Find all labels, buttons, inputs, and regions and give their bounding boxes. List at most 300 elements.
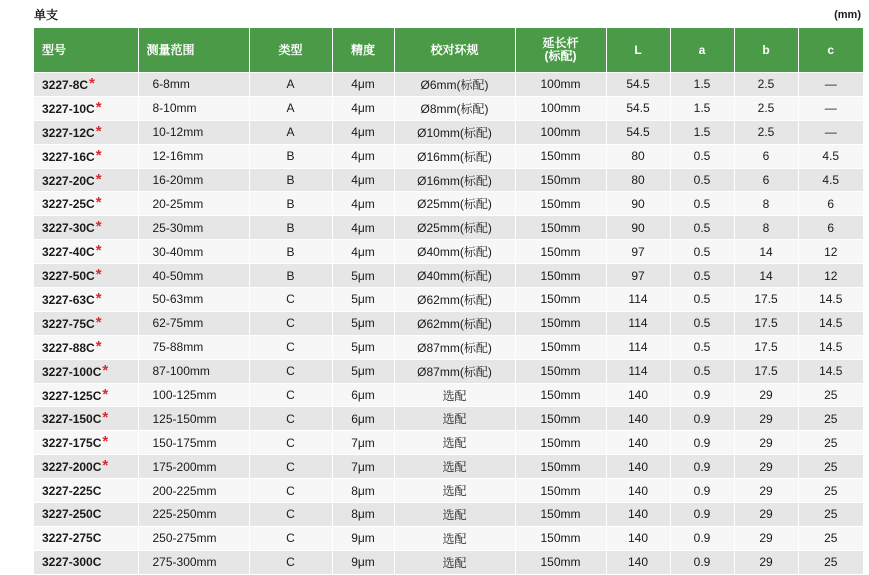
cell-L-text: 140 xyxy=(627,388,649,403)
cell-L xyxy=(606,550,670,573)
cell-b-text: 14 xyxy=(759,268,773,283)
table-row xyxy=(34,335,863,359)
cell-ring-gauge xyxy=(394,120,515,144)
cell-a xyxy=(670,479,734,503)
cell-extension-rod-text: 150mm xyxy=(540,220,581,235)
cell-range xyxy=(138,407,249,431)
cell-range-text: 125-150mm xyxy=(152,411,217,426)
cell-ring-gauge-text: Ø87mm(标配) xyxy=(417,364,492,379)
cell-c-text: 25 xyxy=(824,531,838,546)
cell-L xyxy=(606,431,670,455)
cell-model xyxy=(34,216,138,240)
cell-extension-rod-text: 150mm xyxy=(540,411,581,426)
cell-ring-gauge-text: 选配 xyxy=(442,436,467,451)
cell-type-text: B xyxy=(286,173,295,187)
cell-b xyxy=(734,526,798,550)
cell-precision-text: 4μm xyxy=(351,173,375,187)
cell-extension-rod-text: 150mm xyxy=(540,507,581,522)
cell-precision-text: 7μm xyxy=(351,459,375,474)
cell-type xyxy=(249,335,332,359)
cell-model xyxy=(34,240,138,264)
cell-extension-rod xyxy=(515,216,606,240)
cell-a-text: 0.5 xyxy=(693,196,711,211)
cell-range xyxy=(138,503,249,527)
cell-ring-gauge xyxy=(394,383,515,407)
cell-a xyxy=(670,455,734,479)
table-row xyxy=(34,359,863,383)
cell-c xyxy=(798,96,863,120)
cell-ring-gauge-text: 选配 xyxy=(442,484,467,499)
cell-precision-text: 5μm xyxy=(351,268,375,283)
cell-a-text: 0.5 xyxy=(693,220,711,235)
cell-type-text: C xyxy=(286,483,295,498)
cell-extension-rod xyxy=(515,335,606,359)
cell-model-text: 3227-10C xyxy=(42,101,95,116)
header-model: 型号 xyxy=(34,28,138,73)
cell-precision-text: 4μm xyxy=(351,125,375,140)
cell-ring-gauge xyxy=(394,311,515,335)
cell-range-text: 275-300mm xyxy=(152,555,217,570)
table-row xyxy=(34,503,863,527)
cell-b xyxy=(734,264,798,288)
cell-b xyxy=(734,73,798,97)
cell-model xyxy=(34,503,138,527)
cell-a-text: 1.5 xyxy=(693,101,711,116)
cell-c-text: 4.5 xyxy=(822,173,840,187)
cell-precision xyxy=(332,335,394,359)
table-row xyxy=(34,479,863,503)
cell-type-text: A xyxy=(286,125,295,140)
cell-L xyxy=(606,192,670,216)
recommended-star-icon: * xyxy=(95,146,102,164)
cell-ring-gauge xyxy=(394,407,515,431)
cell-model xyxy=(34,311,138,335)
cell-model-text: 3227-12C xyxy=(42,125,95,140)
cell-range xyxy=(138,359,249,383)
cell-a xyxy=(670,216,734,240)
cell-precision-text: 4μm xyxy=(351,149,375,164)
table-row xyxy=(34,264,863,288)
cell-a-text: 0.5 xyxy=(693,268,711,283)
cell-ring-gauge xyxy=(394,288,515,312)
cell-type xyxy=(249,192,332,216)
cell-b-text: 17.5 xyxy=(754,316,778,331)
recommended-star-icon: * xyxy=(95,218,102,236)
recommended-star-icon: * xyxy=(95,122,102,140)
header-precision: 精度 xyxy=(332,28,394,73)
cell-L xyxy=(606,503,670,527)
header-row xyxy=(34,28,863,73)
cell-c-text: 25 xyxy=(824,483,838,498)
cell-range-text: 25-30mm xyxy=(152,220,204,235)
cell-b xyxy=(734,503,798,527)
cell-extension-rod xyxy=(515,455,606,479)
cell-L-text: 54.5 xyxy=(626,125,650,140)
cell-ring-gauge-text: 选配 xyxy=(442,507,467,522)
cell-precision-text: 5μm xyxy=(351,316,375,331)
cell-c xyxy=(798,335,863,359)
cell-type xyxy=(249,96,332,120)
cell-range xyxy=(138,526,249,550)
recommended-star-icon: * xyxy=(95,242,102,260)
cell-type-text: C xyxy=(286,292,295,307)
cell-c-text: 6 xyxy=(827,220,835,235)
cell-extension-rod-text: 150mm xyxy=(540,435,581,450)
cell-extension-rod xyxy=(515,168,606,192)
cell-extension-rod xyxy=(515,503,606,527)
cell-model xyxy=(34,120,138,144)
cell-type-text: B xyxy=(286,244,295,259)
cell-c xyxy=(798,73,863,97)
cell-precision xyxy=(332,120,394,144)
cell-extension-rod xyxy=(515,192,606,216)
cell-extension-rod-text: 150mm xyxy=(540,149,581,164)
cell-L-text: 90 xyxy=(631,196,645,211)
cell-range-text: 200-225mm xyxy=(152,483,217,498)
cell-model xyxy=(34,73,138,97)
cell-model xyxy=(34,168,138,192)
cell-a-text: 0.5 xyxy=(693,292,711,307)
cell-type-text: C xyxy=(286,364,295,379)
recommended-star-icon: * xyxy=(95,266,102,284)
cell-a-text: 0.9 xyxy=(693,388,711,403)
cell-a-text: 0.5 xyxy=(693,364,711,379)
cell-ring-gauge-text: 选配 xyxy=(442,388,467,403)
cell-c xyxy=(798,216,863,240)
cell-range xyxy=(138,550,249,573)
table-row xyxy=(34,550,863,573)
cell-extension-rod-text: 150mm xyxy=(540,173,581,187)
cell-model-text: 3227-175C xyxy=(42,436,102,451)
cell-a-text: 1.5 xyxy=(693,77,711,92)
cell-extension-rod xyxy=(515,359,606,383)
cell-L-text: 114 xyxy=(628,292,648,307)
cell-b xyxy=(734,359,798,383)
cell-range-text: 16-20mm xyxy=(152,173,204,187)
cell-b-text: 6 xyxy=(762,149,770,164)
cell-L-text: 140 xyxy=(627,555,649,570)
cell-range xyxy=(138,73,249,97)
cell-extension-rod xyxy=(515,264,606,288)
cell-precision xyxy=(332,503,394,527)
cell-range-text: 8-10mm xyxy=(152,101,197,116)
cell-precision xyxy=(332,479,394,503)
cell-ring-gauge-text: Ø25mm(标配) xyxy=(417,221,492,236)
cell-extension-rod-text: 150mm xyxy=(540,459,581,474)
cell-range-text: 75-88mm xyxy=(152,340,204,355)
cell-model-text: 3227-300C xyxy=(42,555,102,570)
header-range: 测量范围 xyxy=(138,28,249,73)
recommended-star-icon: * xyxy=(102,409,109,427)
cell-model xyxy=(34,550,138,573)
cell-L-text: 140 xyxy=(627,531,649,546)
cell-L-text: 140 xyxy=(627,411,649,426)
cell-L-text: 54.5 xyxy=(626,77,650,92)
cell-b xyxy=(734,431,798,455)
cell-L-text: 114 xyxy=(628,364,648,379)
cell-range-text: 87-100mm xyxy=(152,364,210,379)
cell-model xyxy=(34,192,138,216)
cell-b-text: 2.5 xyxy=(757,77,775,92)
cell-ring-gauge xyxy=(394,503,515,527)
table-row xyxy=(34,73,863,97)
cell-precision-text: 4μm xyxy=(351,196,375,211)
cell-L xyxy=(606,240,670,264)
cell-model-text: 3227-40C xyxy=(42,245,95,260)
cell-c xyxy=(798,407,863,431)
cell-L xyxy=(606,479,670,503)
cell-b-text: 29 xyxy=(759,435,773,450)
cell-precision xyxy=(332,240,394,264)
cell-L-text: 80 xyxy=(631,173,645,187)
cell-type-text: A xyxy=(286,77,295,92)
table-row xyxy=(34,288,863,312)
cell-range-text: 250-275mm xyxy=(152,531,217,546)
cell-ring-gauge xyxy=(394,335,515,359)
cell-type xyxy=(249,288,332,312)
table-row xyxy=(34,144,863,168)
recommended-star-icon: * xyxy=(95,337,102,355)
cell-c-text: 25 xyxy=(824,507,838,522)
table-row xyxy=(34,455,863,479)
cell-extension-rod-text: 150mm xyxy=(540,340,581,355)
cell-precision-text: 9μm xyxy=(351,555,375,570)
cell-ring-gauge-text: Ø40mm(标配) xyxy=(417,269,492,284)
cell-b xyxy=(734,192,798,216)
cell-precision xyxy=(332,526,394,550)
cell-extension-rod xyxy=(515,311,606,335)
cell-extension-rod-text: 100mm xyxy=(540,125,581,140)
cell-range xyxy=(138,335,249,359)
cell-L xyxy=(606,383,670,407)
cell-L-text: 90 xyxy=(631,220,645,235)
cell-precision xyxy=(332,550,394,573)
cell-c-text: 25 xyxy=(824,388,838,403)
cell-model-text: 3227-125C xyxy=(42,388,102,403)
cell-range xyxy=(138,431,249,455)
cell-model xyxy=(34,407,138,431)
cell-c xyxy=(798,168,863,192)
cell-precision xyxy=(332,407,394,431)
cell-b xyxy=(734,288,798,312)
cell-type xyxy=(249,264,332,288)
cell-b xyxy=(734,550,798,573)
cell-range xyxy=(138,168,249,192)
cell-type xyxy=(249,311,332,335)
cell-L-text: 97 xyxy=(631,268,645,283)
cell-a xyxy=(670,73,734,97)
cell-ring-gauge-text: Ø6mm(标配) xyxy=(420,77,489,92)
cell-a-text: 0.5 xyxy=(693,316,711,331)
cell-c-text: 4.5 xyxy=(822,149,840,164)
cell-type xyxy=(249,550,332,573)
cell-extension-rod-text: 100mm xyxy=(540,101,581,116)
cell-range xyxy=(138,240,249,264)
cell-precision xyxy=(332,264,394,288)
cell-range xyxy=(138,216,249,240)
cell-b-text: 8 xyxy=(762,220,770,235)
cell-b-text: 29 xyxy=(759,531,773,546)
cell-a-text: 1.5 xyxy=(693,125,711,140)
cell-extension-rod-text: 150mm xyxy=(540,483,581,498)
cell-type xyxy=(249,359,332,383)
cell-extension-rod xyxy=(515,288,606,312)
cell-a-text: 0.9 xyxy=(693,435,711,450)
cell-precision xyxy=(332,431,394,455)
cell-a xyxy=(670,383,734,407)
cell-ring-gauge xyxy=(394,73,515,97)
cell-type xyxy=(249,526,332,550)
cell-model-text: 3227-225C xyxy=(42,483,102,498)
table-row xyxy=(34,240,863,264)
cell-L-text: 140 xyxy=(627,459,649,474)
table-row xyxy=(34,383,863,407)
cell-b-text: 8 xyxy=(762,196,770,211)
cell-type-text: B xyxy=(286,268,295,283)
cell-precision-text: 6μm xyxy=(351,411,375,426)
cell-type xyxy=(249,431,332,455)
caption-unit-mm: (mm) xyxy=(834,9,861,21)
cell-range xyxy=(138,455,249,479)
cell-type xyxy=(249,73,332,97)
cell-b xyxy=(734,240,798,264)
cell-model-text: 3227-88C xyxy=(42,340,95,355)
cell-c-text: — xyxy=(824,77,837,92)
cell-range-text: 30-40mm xyxy=(152,244,204,259)
cell-model-text: 3227-25C xyxy=(42,197,95,212)
cell-a xyxy=(670,144,734,168)
cell-L xyxy=(606,359,670,383)
cell-model-text: 3227-63C xyxy=(42,292,95,307)
cell-c xyxy=(798,383,863,407)
cell-range-text: 20-25mm xyxy=(152,196,204,211)
cell-L xyxy=(606,407,670,431)
cell-c xyxy=(798,192,863,216)
cell-precision-text: 5μm xyxy=(351,364,375,379)
cell-b-text: 2.5 xyxy=(757,125,775,140)
cell-precision-text: 8μm xyxy=(351,483,375,498)
header-type: 类型 xyxy=(249,28,332,73)
cell-precision-text: 5μm xyxy=(351,292,375,307)
cell-type xyxy=(249,240,332,264)
cell-L xyxy=(606,168,670,192)
cell-model xyxy=(34,96,138,120)
cell-b xyxy=(734,168,798,192)
cell-type xyxy=(249,168,332,192)
cell-ring-gauge xyxy=(394,526,515,550)
cell-range-text: 225-250mm xyxy=(152,507,217,522)
header-b: b xyxy=(734,28,798,73)
cell-L-text: 114 xyxy=(628,340,648,355)
cell-L-text: 54.5 xyxy=(626,101,650,116)
cell-a-text: 0.5 xyxy=(693,149,711,164)
cell-a xyxy=(670,550,734,573)
cell-a xyxy=(670,503,734,527)
cell-type-text: B xyxy=(286,196,295,211)
cell-c-text: 25 xyxy=(824,411,838,426)
cell-precision-text: 4μm xyxy=(351,220,375,235)
cell-type-text: C xyxy=(286,435,295,450)
cell-L xyxy=(606,96,670,120)
cell-precision-text: 6μm xyxy=(351,388,375,403)
cell-c-text: 14.5 xyxy=(819,340,843,355)
cell-type xyxy=(249,479,332,503)
cell-precision-text: 8μm xyxy=(351,507,375,522)
cell-b-text: 14 xyxy=(759,244,773,259)
cell-model-text: 3227-150C xyxy=(42,412,102,427)
cell-c xyxy=(798,264,863,288)
cell-range xyxy=(138,479,249,503)
cell-model xyxy=(34,359,138,383)
cell-range-text: 12-16mm xyxy=(152,149,204,164)
cell-extension-rod xyxy=(515,96,606,120)
cell-type-text: A xyxy=(286,101,295,116)
cell-b-text: 29 xyxy=(759,555,773,570)
cell-type-text: C xyxy=(286,555,295,570)
cell-a-text: 0.5 xyxy=(693,173,711,187)
cell-ring-gauge-text: Ø25mm(标配) xyxy=(417,197,492,212)
cell-c-text: 14.5 xyxy=(819,316,843,331)
cell-model xyxy=(34,288,138,312)
cell-precision xyxy=(332,383,394,407)
cell-c xyxy=(798,240,863,264)
header-extension-rod-line1: 延长杆 xyxy=(542,36,579,50)
table-row xyxy=(34,526,863,550)
cell-ring-gauge-text: Ø40mm(标配) xyxy=(417,245,492,260)
cell-b-text: 29 xyxy=(759,459,773,474)
cell-b xyxy=(734,120,798,144)
cell-a xyxy=(670,311,734,335)
cell-a xyxy=(670,526,734,550)
cell-extension-rod xyxy=(515,73,606,97)
recommended-star-icon: * xyxy=(95,313,102,331)
cell-L-text: 140 xyxy=(627,483,649,498)
cell-b xyxy=(734,144,798,168)
cell-type-text: C xyxy=(286,340,295,355)
cell-b xyxy=(734,96,798,120)
cell-b xyxy=(734,311,798,335)
cell-model-text: 3227-8C xyxy=(42,77,89,92)
cell-b xyxy=(734,479,798,503)
cell-type xyxy=(249,455,332,479)
cell-range xyxy=(138,383,249,407)
cell-extension-rod xyxy=(515,550,606,573)
cell-a-text: 0.9 xyxy=(693,459,711,474)
cell-type-text: C xyxy=(286,411,295,426)
cell-b-text: 29 xyxy=(759,483,773,498)
cell-type-text: C xyxy=(286,316,295,331)
cell-extension-rod xyxy=(515,431,606,455)
cell-precision-text: 9μm xyxy=(351,531,375,546)
cell-model-text: 3227-100C xyxy=(42,364,102,379)
cell-extension-rod-text: 150mm xyxy=(540,196,581,211)
cell-L xyxy=(606,526,670,550)
cell-ring-gauge-text: Ø87mm(标配) xyxy=(417,340,492,355)
table-row xyxy=(34,192,863,216)
table-row xyxy=(34,96,863,120)
cell-extension-rod-text: 150mm xyxy=(540,268,581,283)
cell-ring-gauge xyxy=(394,550,515,573)
cell-a-text: 0.5 xyxy=(693,340,711,355)
cell-a xyxy=(670,240,734,264)
cell-ring-gauge xyxy=(394,144,515,168)
cell-extension-rod xyxy=(515,120,606,144)
cell-ring-gauge xyxy=(394,96,515,120)
cell-ring-gauge-text: 选配 xyxy=(442,531,467,546)
recommended-star-icon: * xyxy=(95,98,102,116)
table-row xyxy=(34,120,863,144)
cell-precision-text: 7μm xyxy=(351,435,375,450)
